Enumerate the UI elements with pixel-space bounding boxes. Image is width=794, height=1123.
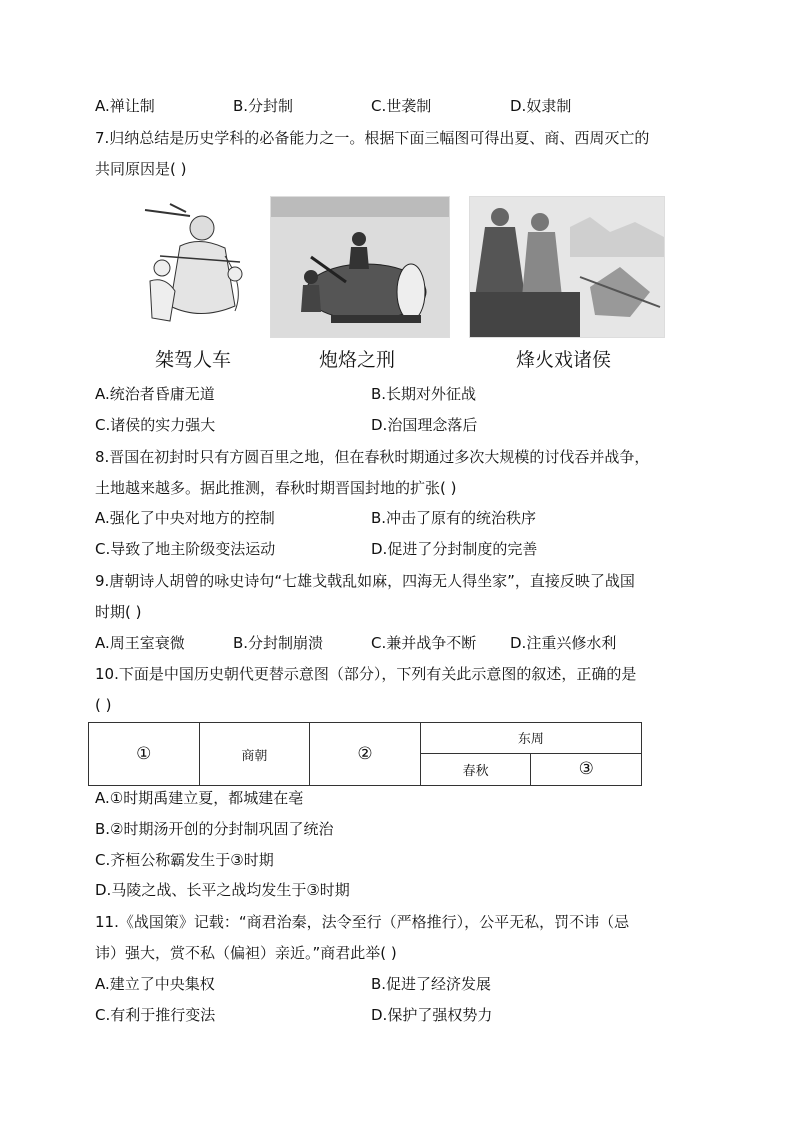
q8-option-b[interactable]: B.冲击了原有的统治秩序 <box>371 509 537 527</box>
q8-stem-line1: 8.晋国在初封时只有方圆百里之地，但在春秋时期通过多次大规模的讨伐吞并战争， <box>95 448 650 466</box>
q9-stem-line2: 时期( ) <box>95 603 142 621</box>
caption-paoluo-punishment: 炮烙之刑 <box>319 349 396 371</box>
q9-option-d[interactable]: D.注重兴修水利 <box>510 634 617 652</box>
q11-option-c[interactable]: C.有利于推行变法 <box>95 1006 216 1024</box>
q6-option-d[interactable]: D.奴隶制 <box>510 97 572 115</box>
q10-option-a[interactable]: A.①时期禹建立夏，都城建在亳 <box>95 789 304 807</box>
illustration-jie-riding-people <box>140 196 255 336</box>
q7-stem-line1: 7.归纳总结是历史学科的必备能力之一。根据下面三幅图可得出夏、商、西周灭亡的 <box>95 129 650 147</box>
table-cell-1: ① <box>89 723 200 786</box>
illustration-beacon-fire <box>469 196 665 338</box>
table-cell-eastern-zhou: 东周 <box>420 723 641 754</box>
q10-option-d[interactable]: D.马陵之战、长平之战均发生于③时期 <box>95 881 350 899</box>
caption-beacon-fire: 烽火戏诸侯 <box>516 349 612 371</box>
q7-option-b[interactable]: B.长期对外征战 <box>371 385 477 403</box>
q7-stem-line2: 共同原因是( ) <box>95 160 187 178</box>
q11-option-b[interactable]: B.促进了经济发展 <box>371 975 492 993</box>
q11-stem-line1: 11.《战国策》记载：“商君治秦，法令至行（严格推行），公平无私，罚不讳（忌 <box>95 913 630 931</box>
table-cell-2: ② <box>310 723 421 786</box>
q7-option-c[interactable]: C.诸侯的实力强大 <box>95 416 216 434</box>
q6-option-c[interactable]: C.世袭制 <box>371 97 432 115</box>
q7-option-a[interactable]: A.统治者昏庸无道 <box>95 385 215 403</box>
q10-stem-line2: ( ) <box>95 696 112 714</box>
q11-stem-line2: 讳）强大，赏不私（偏袒）亲近。”商君此举( ) <box>95 944 397 962</box>
q9-option-a[interactable]: A.周王室衰微 <box>95 634 185 652</box>
table-cell-3: ③ <box>531 753 642 785</box>
q7-option-d[interactable]: D.治国理念落后 <box>371 416 478 434</box>
q8-option-a[interactable]: A.强化了中央对地方的控制 <box>95 509 275 527</box>
q8-stem-line2: 土地越来越多。据此推测，春秋时期晋国封地的扩张( ) <box>95 479 457 497</box>
q6-option-b[interactable]: B.分封制 <box>233 97 294 115</box>
dynasty-succession-table <box>88 722 642 786</box>
q9-option-b[interactable]: B.分封制崩溃 <box>233 634 324 652</box>
q9-option-c[interactable]: C.兼并战争不断 <box>371 634 477 652</box>
q9-stem-line1: 9.唐朝诗人胡曾的咏史诗句“七雄戈戟乱如麻，四海无人得坐家”，直接反映了战国 <box>95 572 635 590</box>
table-cell-shang: 商朝 <box>199 723 310 786</box>
q10-option-b[interactable]: B.②时期汤开创的分封制巩固了统治 <box>95 820 334 838</box>
table-cell-spring-autumn: 春秋 <box>420 753 531 785</box>
q11-option-a[interactable]: A.建立了中央集权 <box>95 975 215 993</box>
q8-option-d[interactable]: D.促进了分封制度的完善 <box>371 540 538 558</box>
q10-stem-line1: 10.下面是中国历史朝代更替示意图（部分），下列有关此示意图的叙述，正确的是 <box>95 665 637 683</box>
q8-option-c[interactable]: C.导致了地主阶级变法运动 <box>95 540 276 558</box>
q6-option-a[interactable]: A.禅让制 <box>95 97 155 115</box>
caption-jie-riding-people: 桀驾人车 <box>155 349 232 371</box>
illustration-paoluo-punishment <box>270 196 450 338</box>
q11-option-d[interactable]: D.保护了强权势力 <box>371 1006 493 1024</box>
q10-option-c[interactable]: C.齐桓公称霸发生于③时期 <box>95 851 274 869</box>
